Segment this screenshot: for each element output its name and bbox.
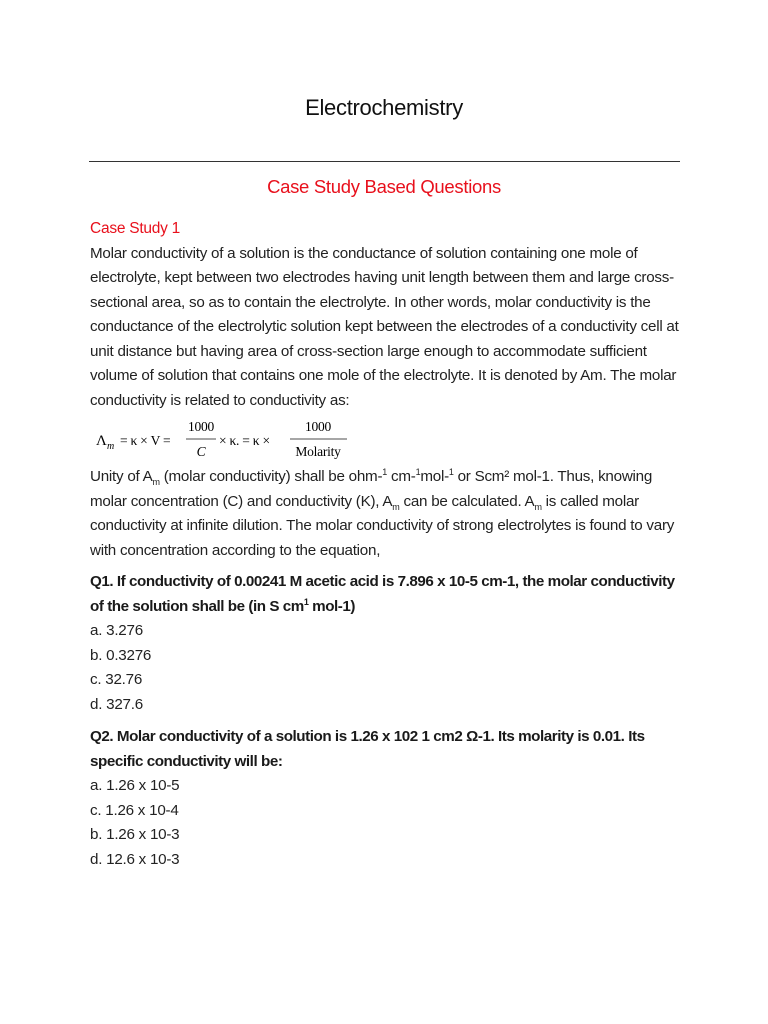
unity-paragraph (90, 465, 690, 563)
unity-sup-3: 1 (448, 466, 454, 477)
question-1-sup: 1 (303, 596, 309, 607)
formula-num1: 1000 (188, 419, 214, 434)
unity-text-3: cm- (387, 468, 416, 485)
unity-text-7: is called molar conductivity at infinite dilution. The molar conductivity of strong electrolytes is found to vary with concentration according to the equation, (90, 492, 675, 559)
formula-lhs: Λ (96, 433, 107, 449)
intro-paragraph: Molar conductivity of a solution is the conductance of solution containing one mole of electrolyte, kept between two electrodes having unit length between them and large cross-sectional area, so as to contain the electrolyte. In other words, molar conductivity is the conductance of the electrolytic solution kept between the electrodes of a conductivity cell at unit distance but having area of cross-section large enough to accommodate sufficient volume of solution that contains one mole of the electrolyte. It is denoted by Am. The molar conductivity is related to conductivity as: (90, 244, 679, 409)
molar-conductivity-formula (90, 413, 690, 465)
unity-text-4: mol- (420, 468, 449, 485)
formula-den1: C (196, 444, 206, 459)
formula-graphic (90, 413, 390, 465)
question-2-option: d. 12.6 x 10-3 (90, 850, 180, 868)
formula-eq1: = κ × V = (120, 433, 171, 448)
question-2-option: c. 1.26 x 10-4 (90, 801, 179, 819)
formula-mid: × κ. = κ × (219, 433, 270, 448)
question-1-text-end: mol-1) (308, 597, 356, 615)
question-2-option: b. 1.26 x 10-3 (90, 826, 180, 843)
question-2: Q2. Molar conductivity of a solution is 1.26 x 102 1 cm2 Ω-1. Its molarity is 0.01. Its specific conductivity will be: (90, 728, 645, 770)
question-2-option: a. 1.26 x 10-5 (90, 777, 180, 794)
title-divider (89, 161, 680, 162)
question-1-option: a. 3.276 (90, 622, 143, 639)
unity-text-2: (molar conductivity) shall be ohm- (159, 468, 383, 485)
unity-text-5: or Scm² mol-1. Thus, knowing molar concentration (C) and conductivity (K), A (90, 468, 653, 510)
question-1-option: d. 327.6 (90, 695, 143, 713)
page-title: Electrochemistry (305, 95, 463, 120)
question-1-text: Q1. If conductivity of 0.00241 M acetic acid is 7.896 x 10-5 cm-1, the molar conductivity of the solution shall be (in S cm (90, 573, 675, 615)
document-body (90, 217, 690, 872)
unity-sub-2: m (392, 501, 400, 512)
question-1-option: b. 0.3276 (90, 646, 152, 664)
section-title: Case Study Based Questions (267, 176, 501, 197)
question-1 (90, 570, 690, 619)
formula-den2: Molarity (295, 444, 341, 459)
unity-sup-1: 1 (382, 466, 388, 477)
unity-sub-3: m (534, 501, 542, 512)
formula-num2: 1000 (305, 419, 331, 434)
unity-text-1: Unity of A (90, 468, 153, 485)
unity-sup-2: 1 (415, 466, 421, 477)
question-1-option: c. 32.76 (90, 671, 143, 688)
case-study-label: Case Study 1 (90, 220, 181, 237)
unity-text-6: can be calculated. A (399, 492, 535, 510)
unity-sub-1: m (152, 477, 160, 488)
formula-lhs-sub: m (107, 441, 114, 452)
